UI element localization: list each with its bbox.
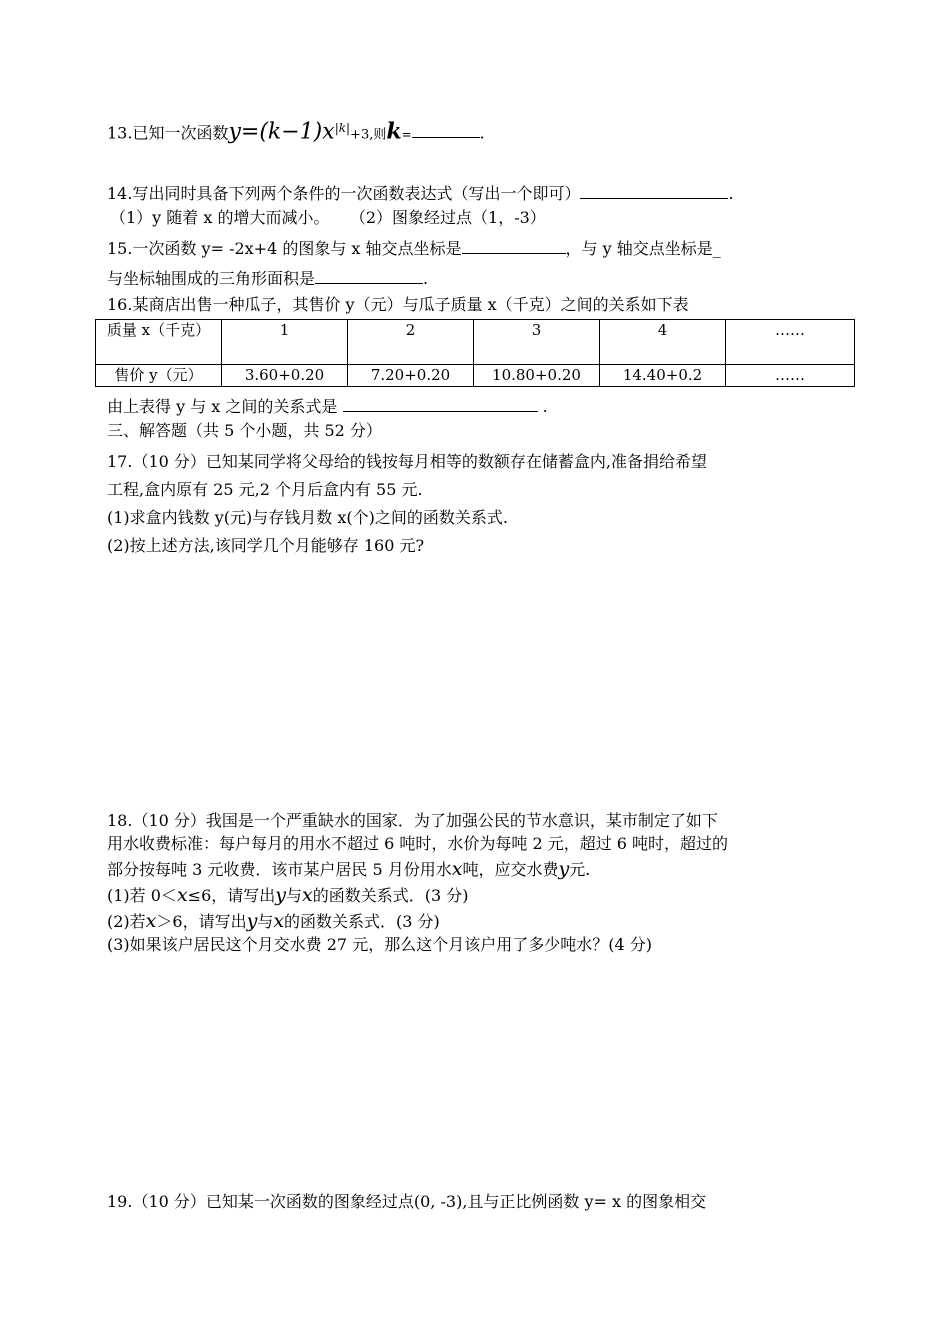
q18-line3 [107, 859, 590, 880]
table-cell: 14.40+0.2 [600, 365, 726, 387]
q15-line2 [107, 267, 428, 289]
q18-p1-a: (1)若 0＜ [107, 886, 177, 905]
table-row [96, 365, 855, 387]
q18-p1-y: y [275, 884, 286, 906]
q18-p2-x: x [145, 910, 157, 932]
q18-p1-x: x [176, 884, 188, 906]
q18-p1-d: 的函数关系式．(3 分) [312, 886, 469, 905]
table-cell: 3 [474, 320, 600, 365]
table-header-price: 售价 y（元） [96, 365, 222, 387]
q18-var-y: y [558, 858, 570, 880]
q18-part1 [107, 885, 468, 906]
table-cell: 7.20+0.20 [348, 365, 474, 387]
q18-line2: 用水收费标准：每户每月的用水不超过 6 吨时，水价为每吨 2 元，超过 6 吨时，超过的 [107, 834, 729, 853]
table-cell: 1 [222, 320, 348, 365]
q18-var-x: x [451, 858, 463, 880]
q15-line1 [107, 237, 721, 259]
q18-p2-a: (2)若 [107, 912, 146, 931]
q13-x: x [322, 119, 335, 145]
q17-part2: (2)按上述方法,该同学几个月能够存 160 元? [107, 536, 425, 555]
table-cell: 4 [600, 320, 726, 365]
q16-intro: 16.某商店出售一种瓜子，其售价 y（元）与瓜子质量 x（千克）之间的关系如下表 [107, 295, 689, 314]
q18-p2-d: 的函数关系式．(3 分) [284, 912, 440, 931]
q14-text: 14.写出同时具备下列两个条件的一次函数表达式（写出一个即可） [107, 184, 581, 203]
q16-after [107, 395, 548, 417]
table-cell: 10.80+0.20 [474, 365, 600, 387]
q13-prefix: 13.已知一次函数 [107, 123, 229, 143]
q18-p2-y: y [246, 910, 258, 932]
q15-line1-a: 15.一次函数 y= -2x+4 的图象与 x 轴交点坐标是 [107, 239, 462, 258]
q16-after-end: . [542, 397, 548, 416]
q18-line1: 18.（10 分）我国是一个严重缺水的国家．为了加强公民的节水意识，某市制定了如下 [107, 811, 718, 830]
q18-line3-b: 吨，应交水费 [462, 860, 559, 879]
q14-conditions: （1）y 随着 x 的增大而减小。 （2）图象经过点（1，-3） [110, 208, 546, 227]
q18-line3-a: 部分按每吨 3 元收费．该市某户居民 5 月份用水 [107, 860, 452, 879]
q13-k: k [386, 118, 402, 145]
q15-line1-b: ，与 y 轴交点坐标是_ [565, 239, 721, 258]
q18-p1-x2: x [302, 884, 313, 906]
q18-p1-c: 与 [285, 886, 302, 905]
q18-p2-b: ＞6，请写出 [156, 912, 247, 931]
q15-line2-b: . [423, 269, 429, 288]
q18-p2-x2: x [273, 910, 285, 932]
q16-answer-blank[interactable] [343, 395, 538, 412]
table-cell: 2 [348, 320, 474, 365]
q18-line3-c: 元. [569, 860, 591, 879]
table-cell: …… [726, 365, 855, 387]
q15-x-intercept-blank[interactable] [462, 237, 566, 254]
q13-answer-blank[interactable] [412, 121, 480, 138]
table-header-mass: 质量 x（千克） [96, 320, 222, 365]
q13-eq2: = [401, 127, 412, 142]
q13-equals: = [240, 119, 260, 145]
q13-y: y [228, 119, 241, 145]
q16-after-text: 由上表得 y 与 x 之间的关系式是 [107, 397, 338, 416]
q13-end: . [479, 123, 485, 143]
q14-line [107, 182, 734, 204]
q17-line2: 工程,盒内原有 25 元,2 个月后盒内有 55 元. [107, 480, 423, 499]
q14-answer-blank[interactable] [580, 182, 728, 199]
q18-p1-b: ≤6，请写出 [187, 886, 276, 905]
q13-exponent: |k| [334, 121, 351, 135]
q13-plus: +3,则 [350, 127, 387, 143]
table-cell: …… [726, 320, 855, 365]
price-table [95, 319, 855, 387]
table-cell: 3.60+0.20 [222, 365, 348, 387]
q17-line1: 17.（10 分）已知某同学将父母给的钱按每月相等的数额存在储蓄盒内,准备捐给希望 [107, 452, 707, 471]
q14-end: . [728, 184, 734, 203]
section-heading: 三、解答题（共 5 个小题，共 52 分） [107, 421, 382, 440]
q13-line [107, 118, 485, 145]
table-row [96, 320, 855, 365]
q13-paren: (k−1) [259, 119, 323, 145]
q15-area-blank[interactable] [315, 267, 423, 284]
q17-part1: (1)求盒内钱数 y(元)与存钱月数 x(个)之间的函数关系式. [107, 508, 508, 527]
q15-line2-a: 与坐标轴围成的三角形面积是 [107, 269, 316, 288]
q18-p2-c: 与 [257, 912, 274, 931]
q18-part2 [107, 911, 440, 932]
q19-line1: 19.（10 分）已知某一次函数的图象经过点(0, -3),且与正比例函数 y= x 的图象相交 [107, 1192, 707, 1211]
q18-part3: (3)如果该户居民这个月交水费 27 元，那么这个月该户用了多少吨水？(4 分) [107, 935, 652, 954]
